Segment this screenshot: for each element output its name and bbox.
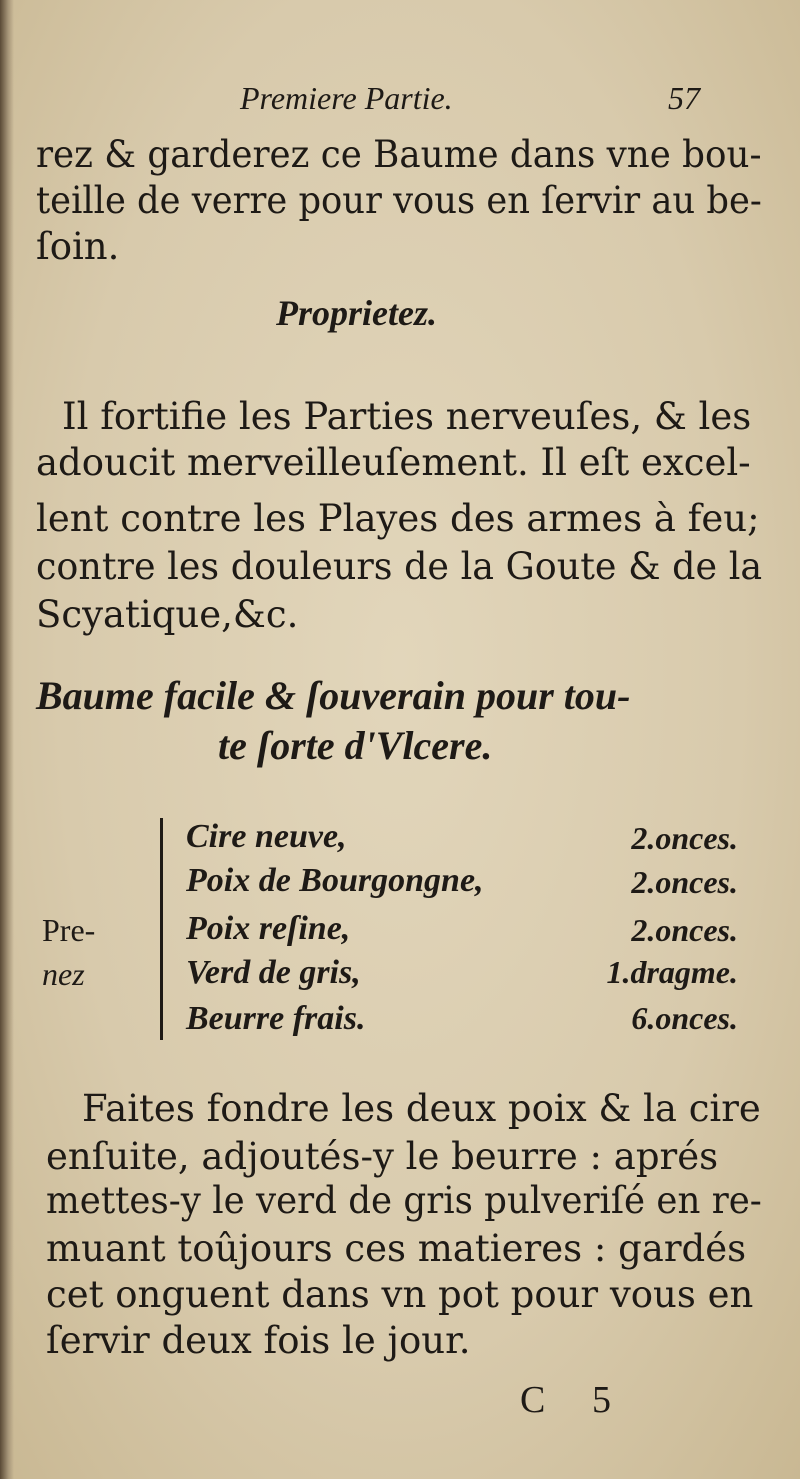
ingredient-name: Cire neuve, [186, 818, 347, 855]
ingredient-quantity: 6.onces. [631, 1000, 738, 1036]
method-line: cet onguent dans vn pot pour vous en [46, 1273, 754, 1316]
method-line: enſuite, adjoutés-y le beurre : aprés [46, 1135, 719, 1178]
prenez-label: nez [42, 956, 85, 992]
method-line: mettes-y le verd de gris pulveriſé en re- [46, 1179, 762, 1222]
recipe-heading-line1: Baume facile & ſouverain pour tou- [36, 673, 631, 718]
ingredient-quantity: 1.dragme. [606, 954, 738, 990]
prenez-label: Pre- [42, 912, 96, 948]
proprietez-line: Il fortifie les Parties nerveuſes, & les [62, 395, 752, 438]
proprietez-line: contre les douleurs de la Goute & de la [36, 545, 763, 588]
recipe-heading-line2: te ſorte d'Vlcere. [218, 723, 493, 768]
proprietez-line: adoucit merveilleuſement. Il eſt excel- [36, 441, 751, 484]
signature-number: 5 [592, 1379, 611, 1421]
intro-line: rez & garderez ce Baume dans vne bou- [36, 133, 762, 176]
ingredient-brace [160, 818, 173, 1040]
proprietez-line: Scyatique,&c. [36, 593, 299, 636]
running-title: Premiere Partie. [240, 80, 453, 116]
page-gutter [0, 0, 14, 1479]
proprietez-line: lent contre les Playes des armes à feu; [36, 497, 760, 540]
ingredient-name: Poix de Bourgongne, [186, 862, 484, 899]
method-line: muant toûjours ces matieres : gardés [46, 1227, 747, 1270]
ingredient-name: Verd de gris, [186, 954, 361, 991]
ingredient-name: Poix reſine, [186, 910, 351, 947]
method-line: ſervir deux fois le jour. [46, 1319, 471, 1362]
ingredient-quantity: 2.onces. [631, 912, 738, 948]
section-heading-proprietez: Proprietez. [276, 293, 437, 333]
intro-line: ſoin. [36, 225, 120, 268]
signature-letter: C [520, 1379, 546, 1421]
ingredient-name: Beurre frais. [186, 1000, 366, 1037]
ingredient-quantity: 2.onces. [631, 864, 738, 900]
ingredient-quantity: 2.onces. [631, 820, 738, 856]
page-number: 57 [668, 80, 700, 116]
intro-line: teille de verre pour vous en ſervir au be- [36, 179, 762, 222]
method-line: Faites fondre les deux poix & la cire [82, 1087, 761, 1130]
